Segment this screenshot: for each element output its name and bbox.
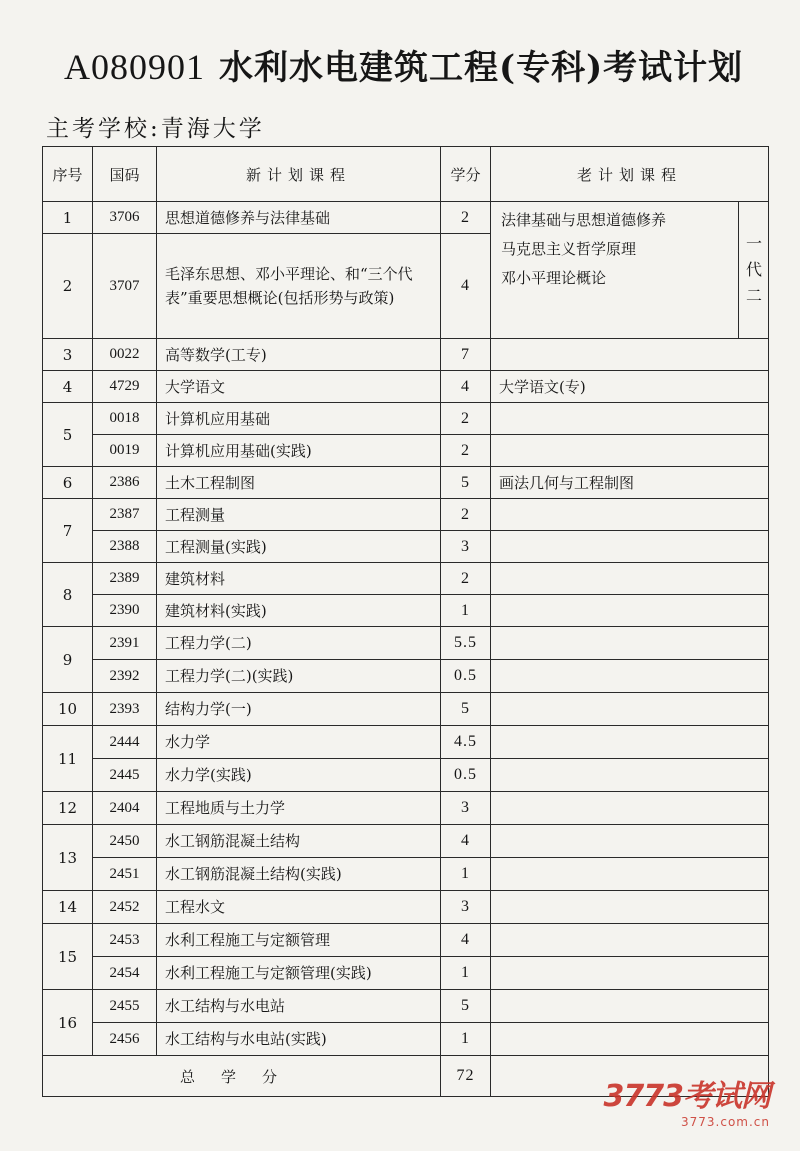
row-course: 工程力学(二)(实践) xyxy=(157,660,441,693)
row-seq: 14 xyxy=(43,891,93,924)
table-row xyxy=(43,595,769,627)
old-course-cell xyxy=(491,891,769,924)
row-course: 水利工程施工与定额管理(实践) xyxy=(157,957,441,990)
old-course-cell xyxy=(491,563,769,595)
row-credit: 4 xyxy=(441,924,491,957)
row-code: 4729 xyxy=(93,371,157,403)
old-course-cell xyxy=(491,825,769,858)
page-title xyxy=(64,40,784,89)
old-course-cell xyxy=(491,1023,769,1056)
table-row xyxy=(43,990,769,1023)
row-credit: 3 xyxy=(441,531,491,563)
old-course-cell xyxy=(491,595,769,627)
row-code: 2454 xyxy=(93,957,157,990)
old-course-cell xyxy=(491,499,769,531)
table-row xyxy=(43,759,769,792)
row-credit: 4 xyxy=(441,234,491,339)
row-course: 大学语文 xyxy=(157,371,441,403)
row-code: 0022 xyxy=(93,339,157,371)
old-course-cell xyxy=(491,990,769,1023)
row-course: 毛泽东思想、邓小平理论、和“三个代表”重要思想概论(包括形势与政策) xyxy=(157,234,441,339)
row-code: 2389 xyxy=(93,563,157,595)
total-credit: 72 xyxy=(441,1056,491,1097)
row-code: 2387 xyxy=(93,499,157,531)
row-code: 2455 xyxy=(93,990,157,1023)
row-seq: 8 xyxy=(43,563,93,627)
school-label: 主考学校:青海大学 xyxy=(46,116,265,142)
old-course-cell xyxy=(491,627,769,660)
row-course: 计算机应用基础(实践) xyxy=(157,435,441,467)
old-course-cell xyxy=(491,858,769,891)
row-course: 水工结构与水电站(实践) xyxy=(157,1023,441,1056)
row-credit: 2 xyxy=(441,563,491,595)
row-credit: 7 xyxy=(441,339,491,371)
table-row xyxy=(43,435,769,467)
table-row xyxy=(43,202,769,234)
row-course: 土木工程制图 xyxy=(157,467,441,499)
old-course-cell xyxy=(491,957,769,990)
major-code: A080901 xyxy=(64,47,205,87)
row-course: 建筑材料 xyxy=(157,563,441,595)
old-course-cell xyxy=(491,339,769,371)
total-label: 总学分 xyxy=(43,1056,441,1097)
row-seq: 5 xyxy=(43,403,93,467)
row-credit: 1 xyxy=(441,957,491,990)
old-course-cell xyxy=(491,660,769,693)
row-code: 0019 xyxy=(93,435,157,467)
row-course: 水利工程施工与定额管理 xyxy=(157,924,441,957)
row-course: 水力学 xyxy=(157,726,441,759)
row-code: 3707 xyxy=(93,234,157,339)
old-course-2: 马克思主义哲学原理 xyxy=(501,240,637,258)
row-code: 2450 xyxy=(93,825,157,858)
row-credit: 5.5 xyxy=(441,627,491,660)
old-course-cell xyxy=(491,924,769,957)
row-seq: 6 xyxy=(43,467,93,499)
old-course-cell xyxy=(491,759,769,792)
watermark-url: 3773.com.cn xyxy=(681,1115,770,1129)
row-credit: 2 xyxy=(441,202,491,234)
row-course: 工程测量 xyxy=(157,499,441,531)
row-code: 2391 xyxy=(93,627,157,660)
major-title: 水利水电建筑工程(专科)考试计划 xyxy=(219,48,744,88)
table-header-row xyxy=(43,147,769,202)
table-row xyxy=(43,825,769,858)
row-course: 高等数学(工专) xyxy=(157,339,441,371)
table-row xyxy=(43,467,769,499)
old-course-cell: 大学语文(专) xyxy=(491,371,769,403)
row-seq: 9 xyxy=(43,627,93,693)
table-row xyxy=(43,924,769,957)
row-seq: 2 xyxy=(43,234,93,339)
row-course: 计算机应用基础 xyxy=(157,403,441,435)
row-code: 2451 xyxy=(93,858,157,891)
row-seq: 15 xyxy=(43,924,93,990)
row-credit: 0.5 xyxy=(441,759,491,792)
row-course: 思想道德修养与法律基础 xyxy=(157,202,441,234)
row-code: 2445 xyxy=(93,759,157,792)
row-credit: 5 xyxy=(441,990,491,1023)
old-course-cell: 画法几何与工程制图 xyxy=(491,467,769,499)
row-seq: 3 xyxy=(43,339,93,371)
old-course-cell xyxy=(491,726,769,759)
table-row xyxy=(43,660,769,693)
row-credit: 5 xyxy=(441,467,491,499)
row-credit: 1 xyxy=(441,1023,491,1056)
row-credit: 2 xyxy=(441,499,491,531)
table-row xyxy=(43,693,769,726)
old-course-3: 邓小平理论概论 xyxy=(501,269,607,287)
table-row xyxy=(43,563,769,595)
row-code: 2404 xyxy=(93,792,157,825)
row-seq: 1 xyxy=(43,202,93,234)
table-row xyxy=(43,627,769,660)
header-code: 国码 xyxy=(93,147,157,202)
header-seq: 序号 xyxy=(43,147,93,202)
row-credit: 4 xyxy=(441,825,491,858)
row-seq: 12 xyxy=(43,792,93,825)
row-credit: 2 xyxy=(441,403,491,435)
header-old-course: 老计划课程 xyxy=(491,147,769,202)
old-course-cell xyxy=(491,792,769,825)
row-course: 工程水文 xyxy=(157,891,441,924)
table-row xyxy=(43,499,769,531)
table-row xyxy=(43,339,769,371)
table-row xyxy=(43,891,769,924)
row-course: 水力学(实践) xyxy=(157,759,441,792)
row-seq: 4 xyxy=(43,371,93,403)
row-code: 2392 xyxy=(93,660,157,693)
exam-plan-table xyxy=(42,146,769,1097)
row-course: 水工结构与水电站 xyxy=(157,990,441,1023)
row-course: 水工钢筋混凝土结构(实践) xyxy=(157,858,441,891)
row-course: 结构力学(一) xyxy=(157,693,441,726)
header-credit: 学分 xyxy=(441,147,491,202)
row-credit: 4 xyxy=(441,371,491,403)
row-course: 工程地质与土力学 xyxy=(157,792,441,825)
row-credit: 2 xyxy=(441,435,491,467)
row-code: 2388 xyxy=(93,531,157,563)
row-credit: 3 xyxy=(441,792,491,825)
table-row xyxy=(43,371,769,403)
row-seq: 7 xyxy=(43,499,93,563)
old-course-cell xyxy=(491,435,769,467)
table-row xyxy=(43,858,769,891)
watermark-logo: 3773考试网 xyxy=(603,1079,770,1114)
row-course: 工程力学(二) xyxy=(157,627,441,660)
table-row xyxy=(43,1023,769,1056)
row-course: 水工钢筋混凝土结构 xyxy=(157,825,441,858)
row-code: 2390 xyxy=(93,595,157,627)
row-credit: 5 xyxy=(441,693,491,726)
row-credit: 1 xyxy=(441,595,491,627)
table-row xyxy=(43,726,769,759)
old-course-cell xyxy=(491,531,769,563)
row-code: 0018 xyxy=(93,403,157,435)
row-seq: 11 xyxy=(43,726,93,792)
row-course: 建筑材料(实践) xyxy=(157,595,441,627)
table-row xyxy=(43,957,769,990)
header-new-course: 新计划课程 xyxy=(157,147,441,202)
row-seq: 13 xyxy=(43,825,93,891)
row-code: 2453 xyxy=(93,924,157,957)
row-credit: 4.5 xyxy=(441,726,491,759)
row-code: 2393 xyxy=(93,693,157,726)
row-code: 2444 xyxy=(93,726,157,759)
row-seq: 10 xyxy=(43,693,93,726)
table-row xyxy=(43,531,769,563)
table-row xyxy=(43,792,769,825)
row-code: 2386 xyxy=(93,467,157,499)
row-code: 2452 xyxy=(93,891,157,924)
old-course-cell xyxy=(491,403,769,435)
row-credit: 0.5 xyxy=(441,660,491,693)
table-row xyxy=(43,403,769,435)
site-watermark xyxy=(604,1071,771,1129)
row-course: 工程测量(实践) xyxy=(157,531,441,563)
row-code: 3706 xyxy=(93,202,157,234)
old-course-side-note: 一 代 二 xyxy=(738,202,769,338)
old-course-cell xyxy=(491,202,769,339)
row-credit: 1 xyxy=(441,858,491,891)
old-course-1: 法律基础与思想道德修养 xyxy=(501,211,667,229)
old-course-cell xyxy=(491,693,769,726)
row-seq: 16 xyxy=(43,990,93,1056)
row-code: 2456 xyxy=(93,1023,157,1056)
row-credit: 3 xyxy=(441,891,491,924)
